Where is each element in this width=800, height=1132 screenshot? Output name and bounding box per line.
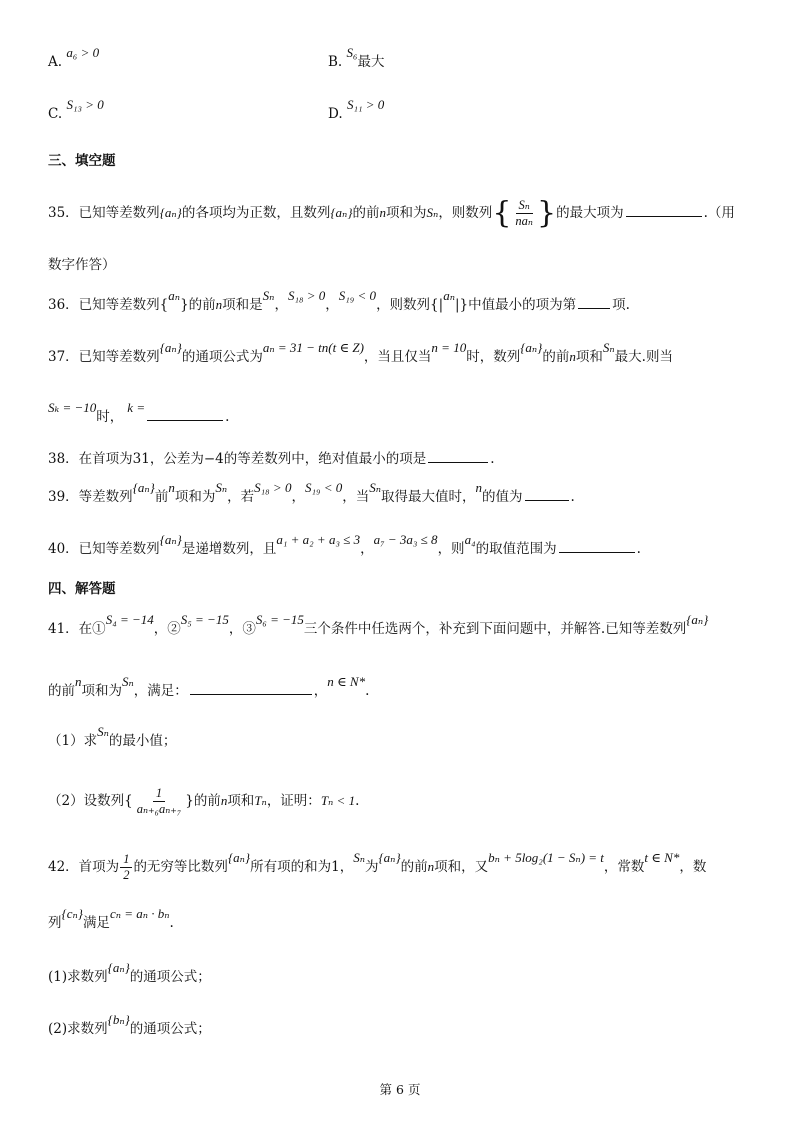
- text: 项和: [227, 793, 255, 809]
- fraction-half: [120, 852, 132, 883]
- math: n: [215, 297, 223, 312]
- text: 35．已知等差数列: [48, 205, 160, 221]
- fraction-denominator: aₙ₊₆aₙ₊₇: [136, 802, 182, 816]
- answer-blank[interactable]: [147, 406, 223, 421]
- fraction-denominator: 2: [123, 868, 130, 882]
- text: ，则数列{|: [376, 297, 444, 313]
- text: 41．在①: [48, 621, 106, 637]
- text: .: [636, 541, 641, 557]
- text: ，: [274, 297, 288, 313]
- question-42-line1: [48, 852, 706, 883]
- fraction: [512, 198, 536, 229]
- text: 的值为: [482, 489, 523, 505]
- math: Sₙ: [426, 205, 439, 220]
- math: n = 10: [431, 340, 467, 355]
- text: 三个条件中任选两个，补充到下面问题中，并解答.已知等差数列: [303, 621, 687, 637]
- text: .: [570, 489, 575, 505]
- text: 的前: [193, 793, 221, 809]
- text: ，③: [228, 621, 256, 637]
- text: }的前: [180, 297, 216, 313]
- text: ，: [313, 683, 328, 699]
- text: ，则: [437, 541, 465, 557]
- condition-blank[interactable]: [190, 680, 312, 695]
- math: Tₙ: [254, 793, 267, 808]
- answer-blank[interactable]: [525, 486, 569, 501]
- math: {aₙ}: [378, 850, 401, 865]
- fraction-numerator: Sₙ: [516, 198, 533, 214]
- answer-blank[interactable]: [428, 448, 488, 463]
- text: 的取值范围为: [475, 541, 557, 557]
- text: .: [365, 683, 370, 699]
- fraction-numerator: 1: [153, 786, 165, 802]
- text: ，当且仅当: [363, 349, 432, 365]
- question-35-line2: 数字作答）: [48, 257, 116, 273]
- text: 项和，又: [434, 859, 489, 875]
- math: {aₙ}: [330, 205, 353, 220]
- fraction-denominator: naₙ: [515, 214, 533, 228]
- math: S₁₈ > 0: [287, 288, 326, 303]
- text: ，当: [342, 489, 370, 505]
- option-a: [48, 45, 100, 72]
- fraction-numerator: 1: [120, 852, 132, 868]
- text: ，满足：: [133, 683, 188, 699]
- brace-left: {: [492, 195, 512, 231]
- text: ，: [360, 541, 374, 557]
- option-suffix: 最大: [357, 54, 385, 70]
- text: ，: [291, 489, 305, 505]
- math: n: [168, 480, 175, 495]
- text: 取得最大值时，: [381, 489, 476, 505]
- answer-blank[interactable]: [626, 202, 702, 217]
- text: 为: [364, 859, 379, 875]
- text: ，常数: [603, 859, 645, 875]
- math: S₁₉ < 0: [304, 480, 343, 495]
- brace-right: }: [536, 195, 557, 231]
- math: Sₙ: [353, 850, 365, 865]
- option-expr: S₆: [346, 45, 358, 60]
- text: 项和: [575, 349, 603, 365]
- question-41-line2: [48, 674, 370, 702]
- math: a₁ + a₂ + a₃ ≤ 3: [276, 532, 361, 547]
- text: 的最大项为: [556, 205, 624, 221]
- option-c: [48, 97, 104, 124]
- math: {bₙ}: [107, 1012, 130, 1027]
- text: （2）设数列: [48, 793, 125, 809]
- brace-left: {: [124, 793, 133, 809]
- math: a₇ − 3a₃ ≤ 8: [373, 532, 438, 547]
- question-36: [48, 288, 630, 316]
- math: Sₙ: [122, 674, 134, 689]
- option-label: A.: [48, 54, 63, 70]
- text: ，数: [679, 859, 707, 875]
- text: 38．在首项为31，公差为−4的等差数列中，绝对值最小的项是: [48, 451, 427, 467]
- text: 时，: [96, 409, 124, 425]
- question-42-part1: [48, 960, 211, 988]
- text: ，则数列: [438, 205, 493, 221]
- question-37-line1: [48, 340, 673, 368]
- math: S₅ = −15: [180, 612, 229, 627]
- math: n ∈ N*: [327, 674, 366, 689]
- math: n: [475, 480, 483, 495]
- math: a₄: [464, 532, 476, 547]
- page-number: 第 6 页: [379, 1082, 421, 1097]
- text: （1）求: [48, 733, 98, 749]
- math: S₆ = −15: [255, 612, 304, 627]
- option-label: B.: [328, 54, 343, 70]
- text: (2)求数列: [48, 1021, 108, 1037]
- math: n: [220, 793, 228, 808]
- text: .: [225, 409, 230, 425]
- option-d: [328, 97, 385, 124]
- text: 的前: [48, 683, 75, 699]
- text: 的前: [542, 349, 570, 365]
- text: 36．已知等差数列{: [48, 297, 169, 313]
- math: S₄ = −14: [105, 612, 154, 627]
- math: n: [379, 205, 387, 220]
- math: n: [427, 859, 435, 874]
- question-35-line1: [48, 195, 735, 231]
- text: 的通项公式；: [129, 1021, 211, 1037]
- math: {aₙ}: [227, 850, 251, 865]
- text: 项.: [612, 297, 630, 313]
- text: ，若: [227, 489, 255, 505]
- question-42-line2: [48, 906, 174, 934]
- text: 时，数列: [466, 349, 521, 365]
- math: Sₖ = −10: [48, 400, 97, 415]
- text: 是递增数列，且: [181, 541, 277, 557]
- math: cₙ = aₙ · bₙ: [109, 906, 170, 921]
- math: Tₙ < 1: [320, 793, 356, 808]
- math: {aₙ}: [159, 205, 182, 220]
- text: 前: [154, 489, 169, 505]
- text: 项和是: [222, 297, 263, 313]
- text: .: [169, 915, 174, 931]
- text: 37．已知等差数列: [48, 349, 160, 365]
- text: 满足: [82, 915, 110, 931]
- math: Sₙ: [602, 340, 615, 355]
- text: .: [355, 793, 360, 809]
- math: {aₙ}: [520, 340, 543, 355]
- text: 的各项均为正数，且数列: [181, 205, 331, 221]
- text: 39．等差数列: [48, 489, 133, 505]
- question-39: [48, 480, 575, 508]
- text: 的最小值；: [108, 733, 177, 749]
- text: 项和为: [174, 489, 216, 505]
- math: {aₙ}: [159, 532, 182, 547]
- option-b: [328, 45, 385, 72]
- math: {aₙ}: [686, 612, 709, 627]
- answer-blank[interactable]: [559, 538, 635, 553]
- text: 40．已知等差数列: [48, 541, 160, 557]
- brace-right: }: [185, 793, 194, 809]
- math: aₙ = 31 − tn(t ∈ Z): [262, 340, 364, 355]
- text: .（用: [703, 205, 735, 221]
- option-expr: S₁₃ > 0: [66, 97, 104, 112]
- text: 最大.则当: [614, 349, 673, 365]
- answer-blank[interactable]: [578, 294, 610, 309]
- math: Sₙ: [215, 480, 228, 495]
- math: n: [569, 349, 576, 364]
- text: 的通项公式；: [129, 969, 211, 985]
- text: 项和为: [81, 683, 122, 699]
- question-41-part2: [48, 786, 359, 817]
- text: 的前: [352, 205, 380, 221]
- math: aₙ: [443, 288, 455, 303]
- text: (1)求数列: [48, 969, 108, 985]
- text: 的通项公式为: [181, 349, 263, 365]
- question-42-part2: [48, 1012, 211, 1040]
- text: 列: [48, 915, 62, 931]
- math: Sₙ: [97, 724, 109, 739]
- section-header-answer: 四、解答题: [48, 581, 116, 597]
- text: |}中值最小的项为第: [454, 297, 577, 313]
- math: Sₙ: [369, 480, 382, 495]
- math: Sₙ: [262, 288, 275, 303]
- text: 项和为: [386, 205, 427, 221]
- text: 的无穷等比数列: [133, 859, 228, 875]
- question-40: [48, 532, 641, 560]
- math: {aₙ}: [132, 480, 155, 495]
- question-41-part1: [48, 724, 177, 752]
- option-label: C.: [48, 106, 63, 122]
- math: n: [75, 674, 82, 689]
- text: 所有项的和为1，: [250, 859, 354, 875]
- text: 的前: [400, 859, 428, 875]
- option-expr: a₆ > 0: [66, 45, 100, 60]
- text: ，证明：: [266, 793, 321, 809]
- math: {aₙ}: [159, 340, 182, 355]
- math: {aₙ}: [107, 960, 130, 975]
- text: ，②: [153, 621, 181, 637]
- fraction: [134, 786, 185, 817]
- question-41-line1: [48, 612, 709, 640]
- math: S₁₉ < 0: [338, 288, 377, 303]
- section-header-fill: 三、填空题: [48, 153, 116, 169]
- math: bₙ + 5log₂(1 − Sₙ) = t: [488, 850, 604, 865]
- text: ，: [325, 297, 339, 313]
- text: .: [490, 451, 495, 467]
- option-label: D.: [328, 106, 343, 122]
- math: {cₙ}: [61, 906, 83, 921]
- math: t ∈ N*: [644, 850, 680, 865]
- question-37-line2: [48, 400, 230, 428]
- text: 42．首项为: [48, 859, 120, 875]
- math: k =: [127, 400, 146, 415]
- math: S₁₈ > 0: [254, 480, 292, 495]
- option-expr: S₁₁ > 0: [346, 97, 385, 112]
- math: aₙ: [168, 288, 181, 303]
- question-38: [48, 448, 495, 470]
